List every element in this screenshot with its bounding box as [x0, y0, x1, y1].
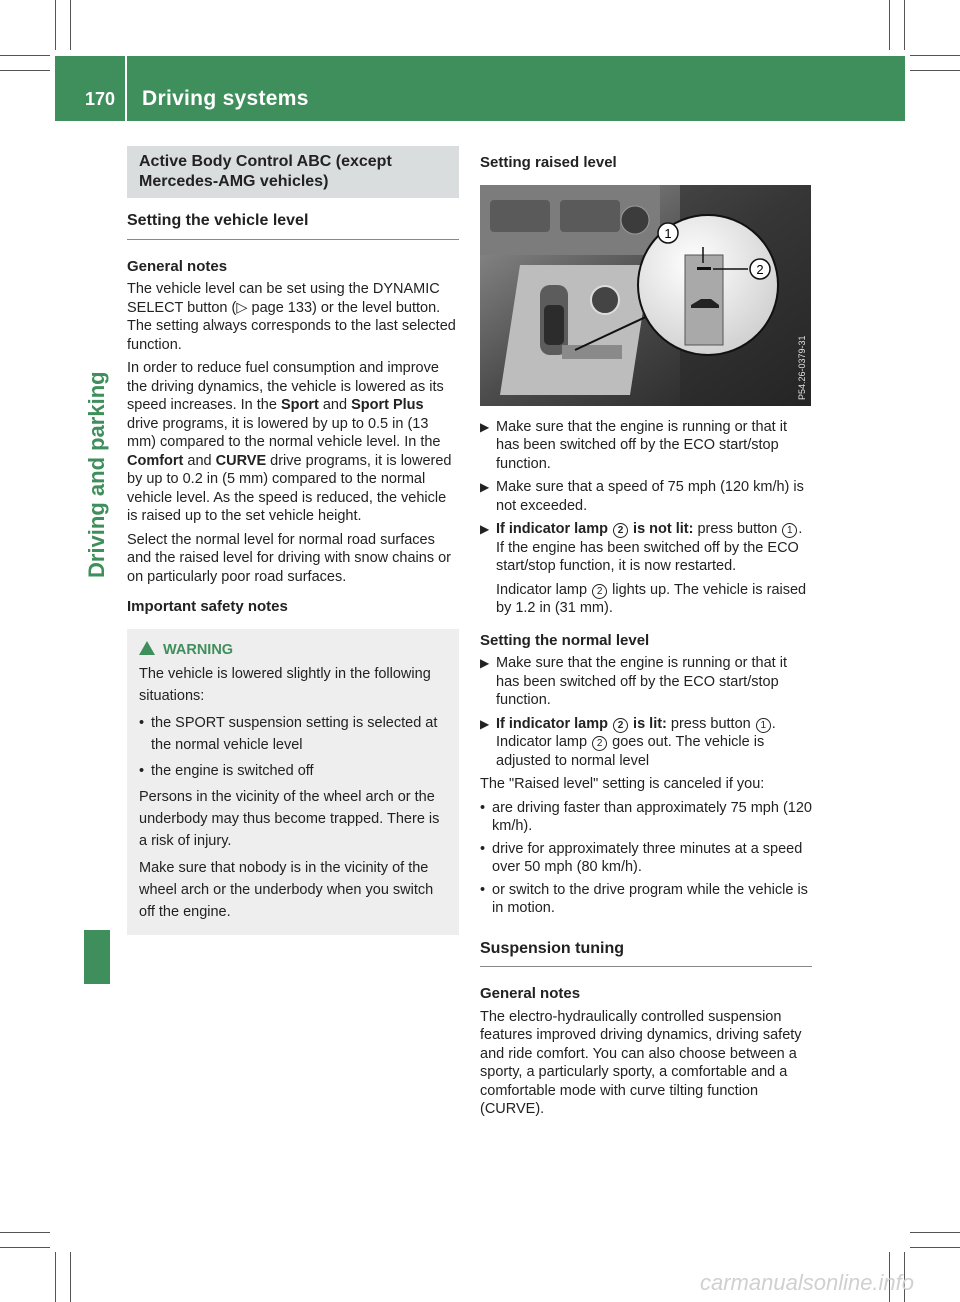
callout-1: 1 — [664, 225, 672, 241]
crop-mark — [0, 1247, 50, 1248]
section-title: Active Body Control ABC (except Mercedes-AMG vehicles) — [127, 146, 459, 198]
page-number: 170 — [85, 89, 116, 109]
warning-title: WARNING — [139, 639, 447, 661]
footer-watermark: carmanualsonline.info — [700, 1270, 915, 1295]
callout-ref: 2 — [613, 523, 628, 538]
crop-mark — [910, 70, 960, 71]
chapter-label-text: Driving and parking — [84, 371, 109, 578]
list-item: • the engine is switched off — [139, 760, 447, 782]
crop-mark — [904, 0, 905, 50]
arrow-icon: ▶ — [480, 522, 490, 536]
instruction-step: ▶ Make sure that a speed of 75 mph (120 km/h) is not exceeded. — [480, 479, 804, 514]
warning-box — [127, 629, 459, 935]
heading-safety-notes: Important safety notes — [127, 598, 288, 615]
heading-general-notes: General notes — [480, 985, 581, 1002]
heading-general-notes: General notes — [127, 257, 228, 275]
callout-ref: 1 — [756, 718, 771, 733]
crop-mark — [910, 55, 960, 56]
heading-suspension-tuning: Suspension tuning — [480, 940, 812, 968]
callout-ref: 2 — [592, 736, 607, 751]
arrow-icon: ▶ — [480, 716, 490, 731]
page-title: Driving systems — [142, 87, 309, 110]
instruction-step: ▶ If indicator lamp 2 is lit: press button 1 . Indicator lamp 2 goes out. The vehicle is adjusted to normal level — [480, 715, 776, 769]
callout-ref: 1 — [782, 523, 797, 538]
arrow-icon: ▶ — [480, 419, 490, 434]
crop-mark — [55, 1252, 56, 1302]
paragraph: Select the normal level for normal road surfaces and the raised level for driving with snow chains or on particularly poor road surfaces. — [127, 531, 451, 585]
callout-ref: 2 — [592, 584, 607, 599]
crop-mark — [0, 1232, 50, 1233]
list-item: • drive for approximately three minutes at a speed over 50 mph (80 km/h). — [480, 840, 812, 877]
paragraph: The electro-hydraulically controlled suspension features improved driving dynamics, driving safety and ride comfort. You can also choose between a sporty, a particularly sporty, a comfortable and a comfortable mode with curve tilting function (CURVE). — [480, 1008, 802, 1117]
heading-setting-normal-level: Setting the normal level — [480, 631, 650, 649]
arrow-icon: ▶ — [480, 656, 490, 670]
warning-text: Make sure that nobody is in the vicinity of the wheel arch or the underbody when you switch off the engine. — [139, 859, 434, 920]
instruction-step: ▶ Make sure that the engine is running or that it has been switched off by the ECO start/stop function. — [480, 655, 787, 708]
callout-ref: 2 — [613, 718, 628, 733]
list-item: • are driving faster than approximately 75 mph (120 km/h). — [480, 799, 812, 836]
crop-mark — [0, 55, 50, 56]
instruction-step: ▶ Make sure that the engine is running or that it has been switched off by the ECO start/stop function. — [480, 418, 787, 472]
crop-mark — [70, 0, 71, 50]
arrow-icon: ▶ — [480, 480, 490, 494]
crop-mark — [889, 0, 890, 50]
list-item: • the SPORT suspension setting is selected at the normal vehicle level — [139, 712, 447, 756]
crop-mark — [910, 1232, 960, 1233]
crop-mark — [70, 1252, 71, 1302]
left-column — [127, 146, 459, 935]
heading-setting-raised-level: Setting raised level — [480, 154, 617, 171]
instruction-step: ▶ If indicator lamp 2 is not lit: press button 1 . If the engine has been switched off by the ECO start/stop function, it is now restarted. Indicator lamp 2 lights up. The vehicle is raised by 1.2 in (31 mm). — [480, 521, 807, 616]
warning-text: The vehicle is lowered slightly in the following situations: — [139, 665, 431, 704]
paragraph: The vehicle level can be set using the DYNAMIC SELECT button (▷ page 133) or the level button. The setting always corresponds to the last selected function. — [127, 281, 456, 353]
console-photo — [480, 185, 811, 406]
chapter-tab — [84, 930, 110, 984]
list-item: • or switch to the drive program while the vehicle is in motion. — [480, 881, 812, 918]
warning-text: Persons in the vicinity of the wheel arch or the underbody may thus become trapped. There is a risk of injury. — [139, 788, 440, 849]
callout-2: 2 — [756, 261, 764, 277]
warning-icon — [139, 641, 155, 655]
crop-mark — [0, 70, 50, 71]
paragraph: In order to reduce fuel consumption and improve the driving dynamics, the vehicle is lowered as its speed increases. In the Sport and Sport Plus drive programs, it is lowered by up to 0.5 in (13 mm) compared to the normal vehicle level. In the Comfort and CURVE drive programs, it is lowered by up to 0.2 in (5 mm) compared to the normal vehicle level. As the speed is reduced, the vehicle is raised up to the set vehicle height. — [127, 360, 452, 524]
figure-code: P54.26-0379-31 — [797, 334, 807, 400]
heading-setting-vehicle-level: Setting the vehicle level — [127, 212, 459, 240]
crop-mark — [910, 1247, 960, 1248]
crop-mark — [55, 0, 56, 50]
chapter-label — [84, 138, 114, 578]
header-divider — [125, 56, 127, 121]
paragraph: The "Raised level" setting is canceled if you: — [480, 776, 765, 792]
console-illustration — [480, 185, 811, 406]
right-column — [480, 154, 812, 1124]
